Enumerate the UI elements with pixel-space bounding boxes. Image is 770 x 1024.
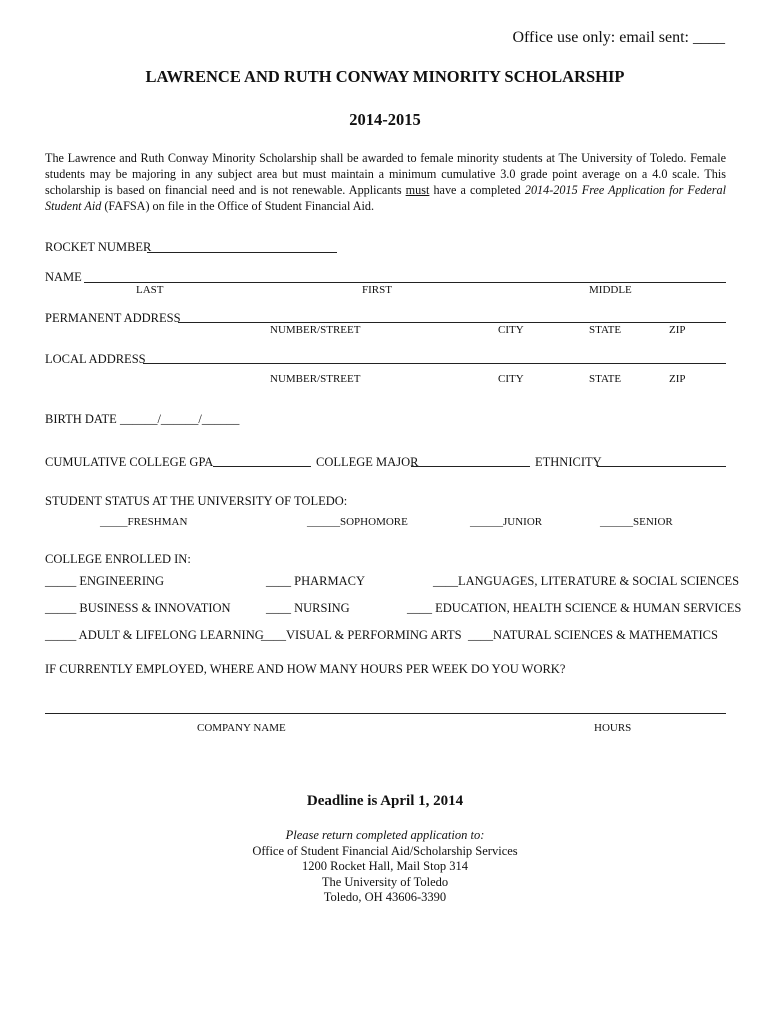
intro-text-2: have a completed [429,183,525,197]
gpa-input[interactable] [215,452,309,466]
college-option-engineering[interactable]: _____ ENGINEERING [45,574,165,588]
status-option-senior[interactable]: ______SENIOR [600,516,673,528]
name-label: NAME [45,270,82,284]
local-address-line [143,363,726,364]
return-line: 1200 Rocket Hall, Mail Stop 314 [302,859,468,873]
college-option-pharmacy[interactable]: ____ PHARMACY [266,574,365,588]
rocket-number-input[interactable] [149,238,335,252]
intro-text-3: (FAFSA) on file in the Office of Student Financial Aid. [101,199,375,213]
name-sub-last: LAST [136,284,164,296]
college-option-education[interactable]: ____ EDUCATION, HEALTH SCIENCE & HUMAN SERVICES [407,601,742,615]
ethnicity-label: ETHNICITY [535,455,602,469]
employment-line [45,713,726,714]
name-sub-middle: MIDDLE [589,284,632,296]
perm-sub-street: NUMBER/STREET [270,324,361,336]
name-line [84,282,726,283]
local-address-input[interactable] [145,349,724,363]
return-intro: Please return completed application to: [285,828,485,842]
deadline-heading: Deadline is April 1, 2014 [306,793,464,809]
local-sub-zip: ZIP [669,373,686,385]
academic-year: 2014-2015 [349,110,421,129]
status-option-freshman[interactable]: _____FRESHMAN [100,516,188,528]
return-line: Toledo, OH 43606-3390 [323,890,447,904]
intro-paragraph [45,150,726,214]
college-option-adult-learning[interactable]: _____ ADULT & LIFELONG LEARNING [45,628,264,642]
perm-sub-city: CITY [498,324,524,336]
page-title: LAWRENCE AND RUTH CONWAY MINORITY SCHOLARSHIP [145,67,625,86]
local-sub-city: CITY [498,373,524,385]
intro-must: must [405,183,430,197]
status-option-sophomore[interactable]: ______SOPHOMORE [307,516,408,528]
rocket-number-label: ROCKET NUMBER [45,240,152,254]
intro-text-1: The Lawrence and Ruth Conway Minority Scholarship shall be awarded to female minority students at The University of Toledo. Female students may be majoring in any subject area but must maintain a minimum cumulative 3.0 grade point average on a 4.0 scale. This scholarship is based on financial need and is not renewable. Applicants [45,151,726,197]
permanent-address-label: PERMANENT ADDRESS [45,311,181,325]
college-option-visual-arts[interactable]: ____VISUAL & PERFORMING ARTS [261,628,462,642]
college-option-languages[interactable]: ____LANGUAGES, LITERATURE & SOCIAL SCIENCES [433,574,740,588]
college-heading: COLLEGE ENROLLED IN: [45,552,191,566]
employment-question: IF CURRENTLY EMPLOYED, WHERE AND HOW MANY HOURS PER WEEK DO YOU WORK? [45,662,566,676]
ethnicity-line [597,466,726,467]
birth-date-field[interactable]: BIRTH DATE ______/______/______ [45,412,240,426]
status-option-junior[interactable]: ______JUNIOR [470,516,543,528]
name-sub-first: FIRST [362,284,392,296]
local-sub-state: STATE [589,373,622,385]
gpa-label: CUMULATIVE COLLEGE GPA [45,455,214,469]
college-option-natural-sciences[interactable]: ____NATURAL SCIENCES & MATHEMATICS [468,628,718,642]
local-sub-street: NUMBER/STREET [270,373,361,385]
office-use-note: Office use only: email sent: ____ [512,29,725,46]
college-option-nursing[interactable]: ____ NURSING [266,601,350,615]
perm-sub-zip: ZIP [669,324,686,336]
permanent-address-line [178,322,726,323]
name-input[interactable] [86,268,724,282]
ethnicity-input[interactable] [599,452,724,466]
student-status-heading: STUDENT STATUS AT THE UNIVERSITY OF TOLEDO: [45,494,348,508]
perm-sub-state: STATE [589,324,622,336]
company-name-label: COMPANY NAME [197,722,286,734]
major-label: COLLEGE MAJOR [316,455,419,469]
employment-input[interactable] [47,698,724,712]
local-address-label: LOCAL ADDRESS [45,352,146,366]
gpa-line [213,466,311,467]
intro-fafsa: 2014-2015 Free Application for Federal Student Aid [45,183,726,213]
hours-label: HOURS [594,722,632,734]
return-line: The University of Toledo [321,874,449,889]
rocket-number-line [147,252,337,253]
return-line: Office of Student Financial Aid/Scholarship Services [252,843,518,858]
return-address-block [0,828,770,906]
college-option-business[interactable]: _____ BUSINESS & INNOVATION [45,601,231,615]
permanent-address-input[interactable] [180,308,724,322]
major-line [411,466,530,467]
major-input[interactable] [413,452,528,466]
